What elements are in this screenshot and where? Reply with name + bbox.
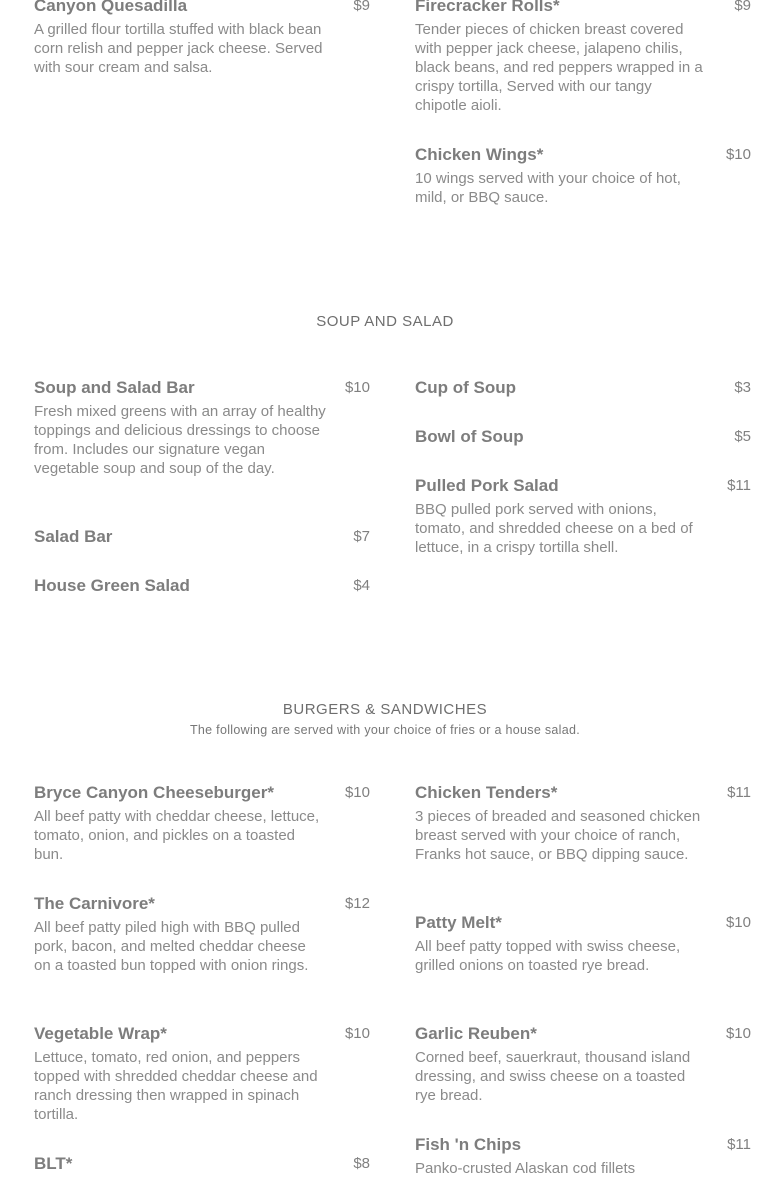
menu-item-name: The Carnivore*: [34, 894, 155, 913]
menu-item-name: Canyon Quesadilla: [34, 0, 188, 15]
menu-item-name: Garlic Reuben*: [415, 1024, 537, 1043]
menu-item-description: 3 pieces of breaded and seasoned chicken breast served with your choice of ranch, Franks hot sauce, or BBQ dipping sauce.: [415, 808, 701, 863]
menu-item-description: Panko-crusted Alaskan cod fillets: [415, 1160, 636, 1177]
section-title-soup-and-salad: SOUP AND SALAD: [316, 313, 454, 330]
menu-item-name: Cup of Soup: [415, 378, 517, 397]
menu-item-description: 10 wings served with your choice of hot, mild, or BBQ sauce.: [415, 170, 681, 206]
menu-item-price: $11: [727, 784, 751, 801]
menu-item-name: Pulled Pork Salad: [415, 476, 559, 495]
section-title-burgers-sandwiches: BURGERS & SANDWICHES: [282, 701, 488, 718]
menu-item-name: Firecracker Rolls*: [415, 0, 560, 15]
menu-item-price: $8: [353, 1155, 370, 1172]
menu-item-name: Chicken Wings*: [415, 145, 544, 164]
menu-item-description: Fresh mixed greens with an array of healthy toppings and delicious dressings to choose from. Includes our signature vegan vegetable soup and soup of the day.: [34, 403, 326, 477]
menu-item-name: Patty Melt*: [415, 913, 502, 932]
menu-item-name: BLT*: [34, 1154, 73, 1173]
menu-item-name: Soup and Salad Bar: [34, 378, 195, 397]
menu-item-price: $10: [725, 1025, 751, 1042]
menu-item-description: All beef patty with cheddar cheese, lettuce, tomato, onion, and pickles on a toasted bun.: [34, 808, 320, 863]
menu-item-name: Fish 'n Chips: [415, 1135, 522, 1154]
menu-item-price: $4: [353, 577, 370, 594]
menu-item-description: Corned beef, sauerkraut, thousand island dressing, and swiss cheese on a toasted rye bread.: [415, 1049, 691, 1104]
menu-item-name: House Green Salad: [34, 576, 190, 595]
menu-item-price: $10: [725, 914, 751, 931]
menu-item-price: $10: [344, 1025, 370, 1042]
menu-item-description: All beef patty topped with swiss cheese, grilled onions on toasted rye bread.: [415, 938, 681, 974]
section-note-burgers: The following are served with your choice of fries or a house salad.: [189, 723, 581, 737]
menu-item-name: Bryce Canyon Cheeseburger*: [34, 783, 274, 802]
menu-item-description: Tender pieces of chicken breast covered with pepper jack cheese, jalapeno chilis, black beans, and red peppers wrapped in a crispy tortilla, Served with our tangy chipotle aioli.: [415, 21, 703, 114]
menu-item-price: $10: [344, 379, 370, 396]
menu-item-name: Salad Bar: [34, 527, 113, 546]
menu-item-price: $9: [353, 0, 370, 14]
menu-item-price: $11: [727, 477, 751, 494]
menu-item-name: Chicken Tenders*: [415, 783, 558, 802]
menu-item-price: $10: [344, 784, 370, 801]
menu-item-price: $11: [727, 1136, 751, 1153]
menu-item-price: $7: [353, 528, 370, 545]
menu-item-price: $10: [725, 146, 751, 163]
menu-item-description: All beef patty piled high with BBQ pulled pork, bacon, and melted cheddar cheese on a toasted bun topped with onion rings.: [34, 919, 309, 974]
menu-item-price: $5: [734, 428, 751, 445]
menu-item-name: Bowl of Soup: [415, 427, 524, 446]
menu-item-price: $3: [734, 379, 751, 396]
menu-item-description: BBQ pulled pork served with onions, tomato, and shredded cheese on a bed of lettuce, in a crispy tortilla shell.: [415, 501, 693, 556]
menu-item-description: A grilled flour tortilla stuffed with black bean corn relish and pepper jack cheese. Served with sour cream and salsa.: [34, 21, 323, 76]
menu-item-name: Vegetable Wrap*: [34, 1024, 167, 1043]
menu-item-price: $12: [344, 895, 370, 912]
menu-item-price: $9: [734, 0, 751, 14]
menu-item-description: Lettuce, tomato, red onion, and peppers topped with shredded cheddar cheese and ranch dressing then wrapped in spinach tortilla.: [34, 1049, 318, 1123]
